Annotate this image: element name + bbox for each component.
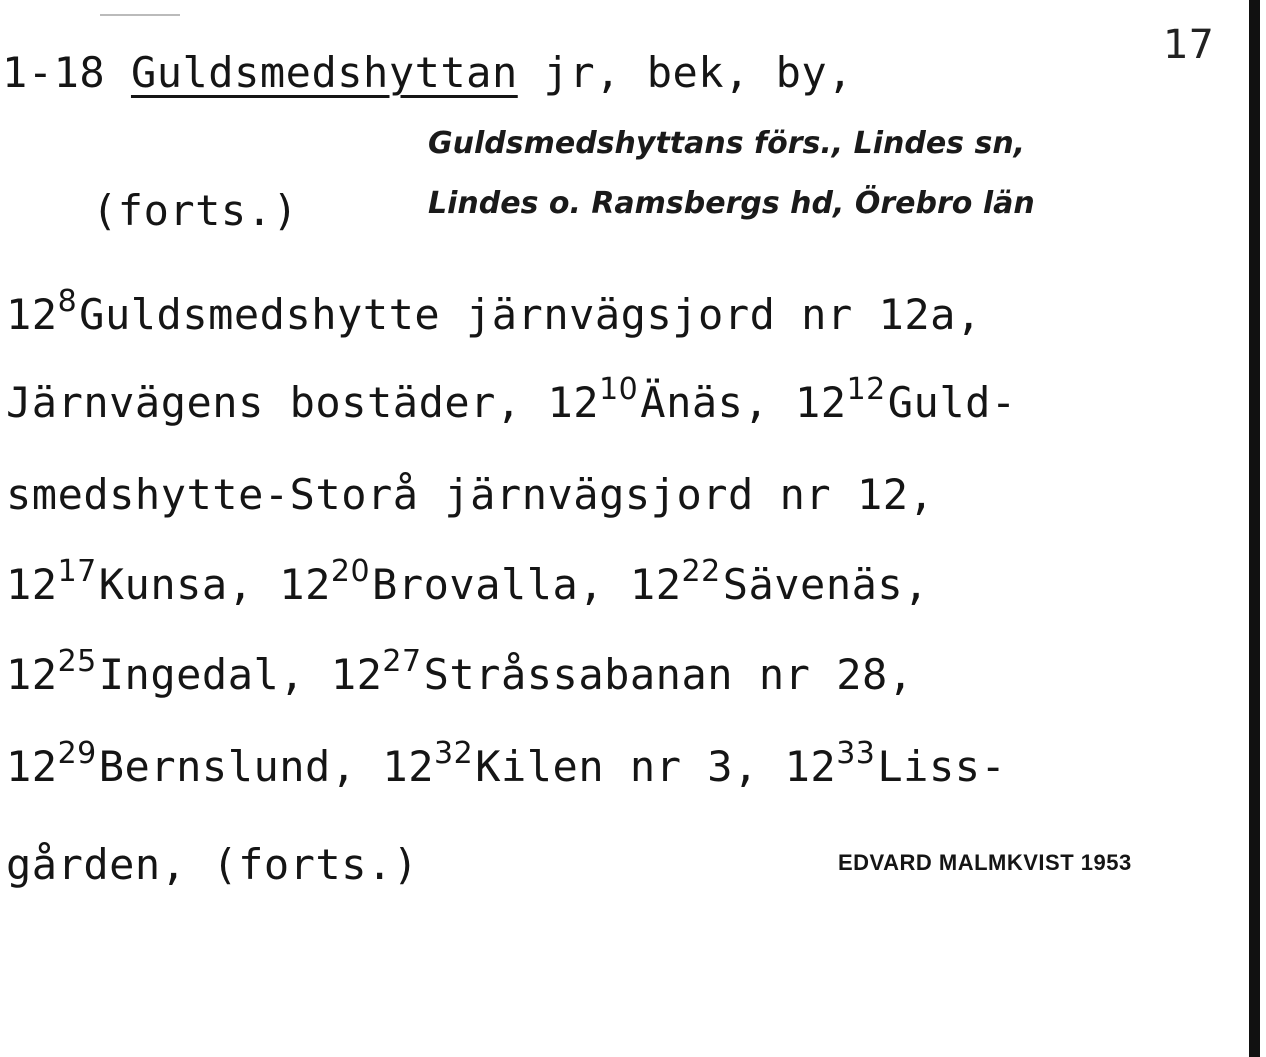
parcel-number: 12 — [547, 378, 600, 427]
place-name: gården, (forts.) — [6, 840, 419, 889]
place-name: Sävenäs, — [722, 560, 929, 609]
parcel-number: 12 — [795, 378, 847, 427]
location-line-1: Guldsmedshyttans förs., Lindes sn, — [428, 126, 1026, 161]
place-name: Kunsa, — [98, 560, 280, 609]
continued-label: (forts.) — [92, 186, 299, 235]
parcel-number: 12 — [784, 742, 837, 791]
scan-artifact — [100, 14, 180, 16]
parcel-number: 12 — [6, 742, 58, 791]
parcel-subnumber: 17 — [57, 554, 97, 589]
location-line-2: Lindes o. Ramsbergs hd, Örebro län — [428, 186, 1035, 221]
parcel-subnumber: 29 — [57, 736, 97, 771]
entry-line — [6, 284, 982, 339]
place-name: Stråssabanan nr 28, — [423, 650, 914, 699]
parcel-number: 12 — [382, 742, 434, 791]
parcel-subnumber: 32 — [434, 736, 474, 771]
parcel-subnumber: 25 — [57, 644, 97, 679]
entry-line — [6, 840, 419, 889]
entry-line — [6, 644, 914, 699]
entry-line — [6, 470, 934, 519]
place-name: Liss- — [877, 742, 1007, 791]
parcel-number: 12 — [6, 650, 58, 699]
parcel-subnumber: 27 — [382, 644, 422, 679]
parcel-number: 12 — [629, 560, 682, 609]
place-name: Brovalla, — [372, 560, 630, 609]
place-name: Änäs, — [640, 378, 795, 427]
place-name: Guld- — [887, 378, 1017, 427]
place-name: Bernslund, — [98, 742, 383, 791]
parcel-subnumber: 20 — [330, 554, 371, 589]
place-name: Guldsmedshytte järnvägsjord nr 12a, — [79, 290, 982, 339]
parcel-subnumber: 10 — [599, 372, 639, 407]
heading-suffix: jr, bek, by, — [543, 48, 853, 97]
author-stamp: EDVARD MALMKVIST 1953 — [838, 850, 1132, 875]
heading-line — [2, 48, 853, 97]
parcel-subnumber: 12 — [846, 372, 886, 407]
entry-line — [6, 554, 929, 609]
card-edge — [1249, 0, 1260, 1057]
parcel-subnumber: 33 — [836, 736, 876, 771]
place-name: Järnvägens bostäder, — [6, 378, 548, 427]
parcel-number: 12 — [6, 290, 58, 339]
parcel-number: 12 — [330, 650, 383, 699]
place-name: smedshytte-Storå järnvägsjord nr 12, — [6, 470, 935, 519]
heading-code: 1-18 — [2, 48, 106, 97]
entry-line — [6, 372, 1017, 427]
entry-line — [6, 736, 1007, 791]
parcel-subnumber: 22 — [681, 554, 721, 589]
place-name: Ingedal, — [98, 650, 331, 699]
parcel-subnumber: 8 — [57, 284, 78, 319]
page-number: 17 — [1163, 22, 1214, 68]
place-name: Kilen nr 3, — [475, 742, 785, 791]
parcel-number: 12 — [279, 560, 331, 609]
parcel-number: 12 — [6, 560, 58, 609]
heading-name: Guldsmedshyttan — [130, 48, 518, 97]
